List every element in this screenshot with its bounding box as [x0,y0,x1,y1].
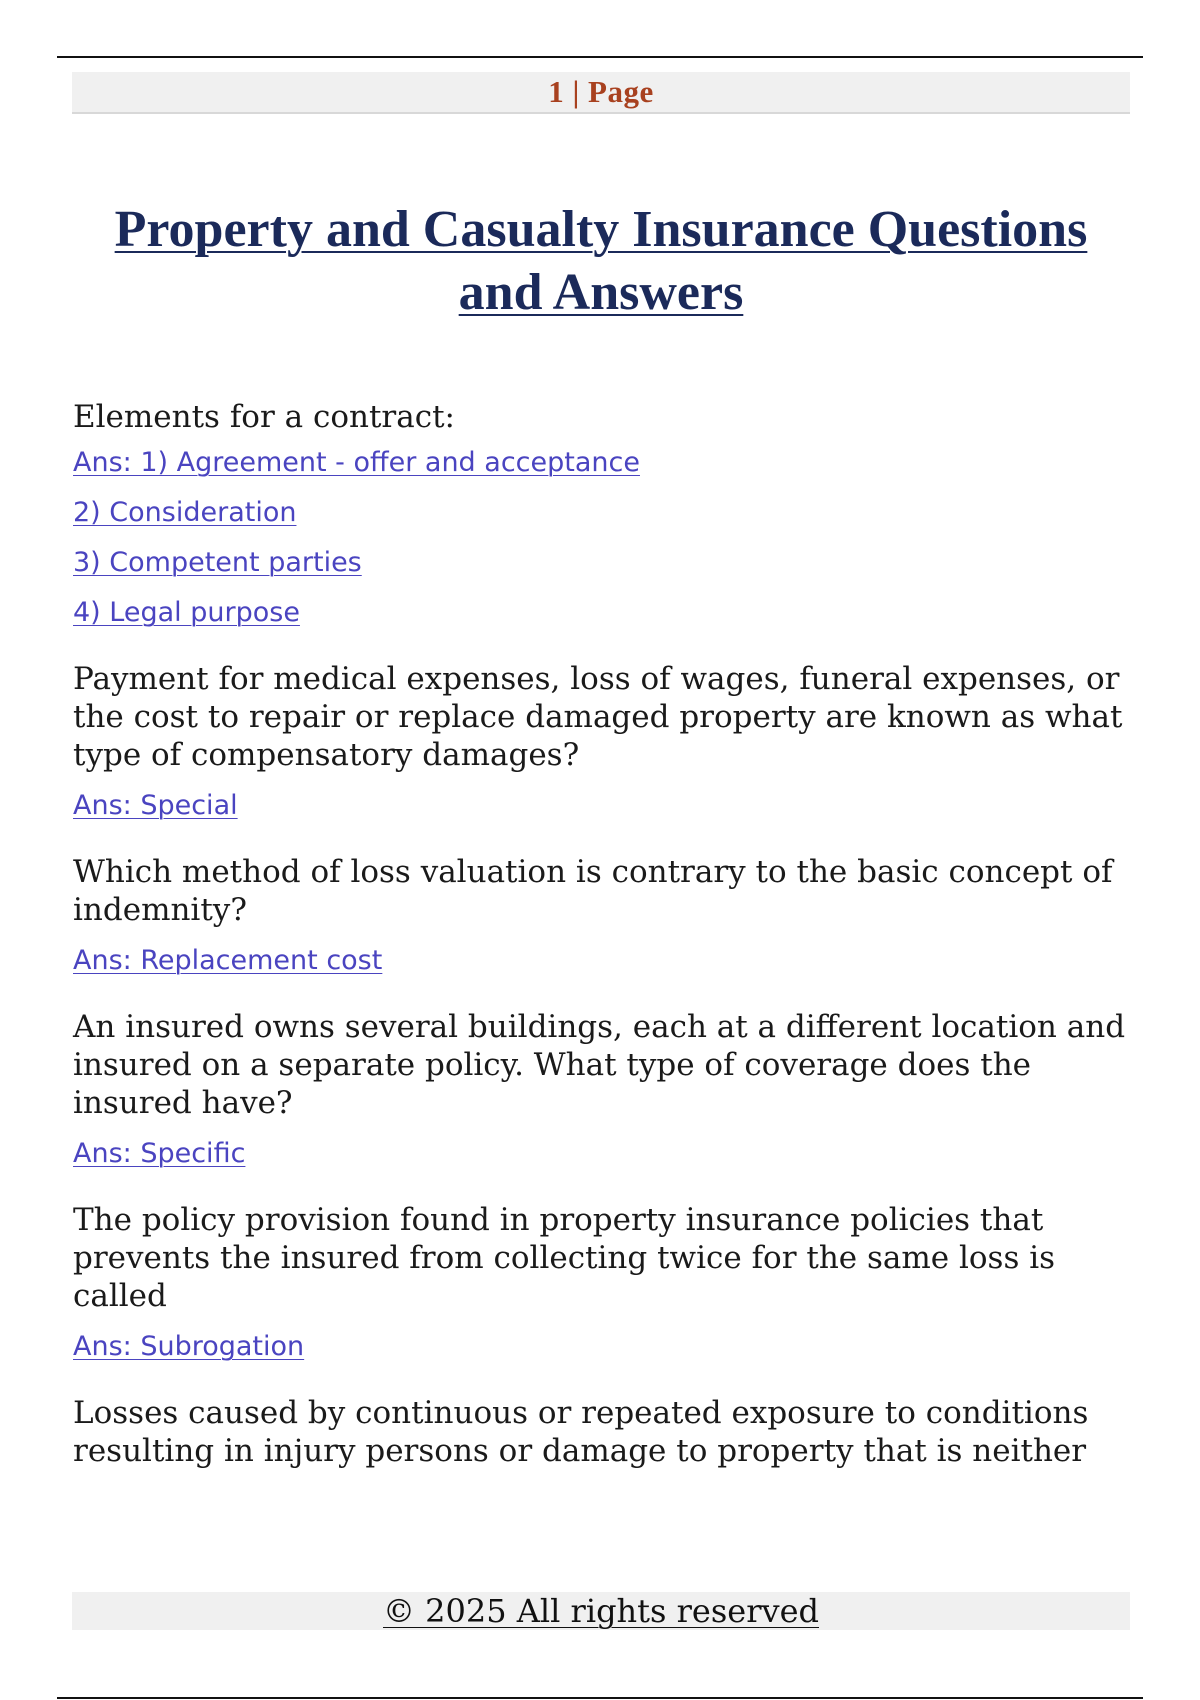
bottom-rule [57,1697,1143,1699]
question-text: Losses caused by continuous or repeated exposure to conditions resulting in injury persons or damage to property that is neither [73,1395,1089,1469]
answer-link[interactable]: 3) Competent parties [73,547,362,578]
answer-link[interactable]: Ans: Replacement cost [73,945,383,976]
title-line-2: and Answers [458,264,744,321]
qa-item-contract-elements [73,398,1133,630]
qa-item-loss-valuation [73,853,1133,978]
answer-link[interactable]: Ans: Special [73,790,238,821]
copyright-text: © 2025 All rights reserved [383,1592,819,1630]
qa-item-compensatory-damages [73,660,1133,823]
page-footer [72,1592,1130,1630]
answer-link[interactable]: 4) Legal purpose [73,597,300,628]
question-text: The policy provision found in property insurance policies that prevents the insured from collecting twice for the same loss is called [73,1202,1056,1314]
answer-link[interactable]: Ans: Specific [73,1138,246,1169]
title-line-1: Property and Casualty Insurance Questions [114,201,1088,258]
top-rule [57,56,1143,58]
question-text: Elements for a contract: [73,399,455,435]
qa-item-continuous-exposure [73,1394,1133,1470]
question-text: Which method of loss valuation is contrary to the basic concept of indemnity? [73,854,1113,928]
qa-list [73,398,1133,1470]
answer-link[interactable]: Ans: Subrogation [73,1331,305,1362]
page-header [72,72,1130,114]
answer-link[interactable]: 2) Consideration [73,497,297,528]
document-title [72,198,1130,324]
page-number: 1 | Page [548,74,654,109]
qa-item-policy-provision [73,1201,1133,1364]
answer-link[interactable]: Ans: 1) Agreement - offer and acceptance [73,447,640,478]
question-text: An insured owns several buildings, each at a different location and insured on a separate policy. What type of coverage does the insured have? [73,1009,1126,1121]
question-text: Payment for medical expenses, loss of wages, funeral expenses, or the cost to repair or replace damaged property are known as what type of compensatory damages? [73,661,1123,773]
qa-item-coverage-type [73,1008,1133,1171]
